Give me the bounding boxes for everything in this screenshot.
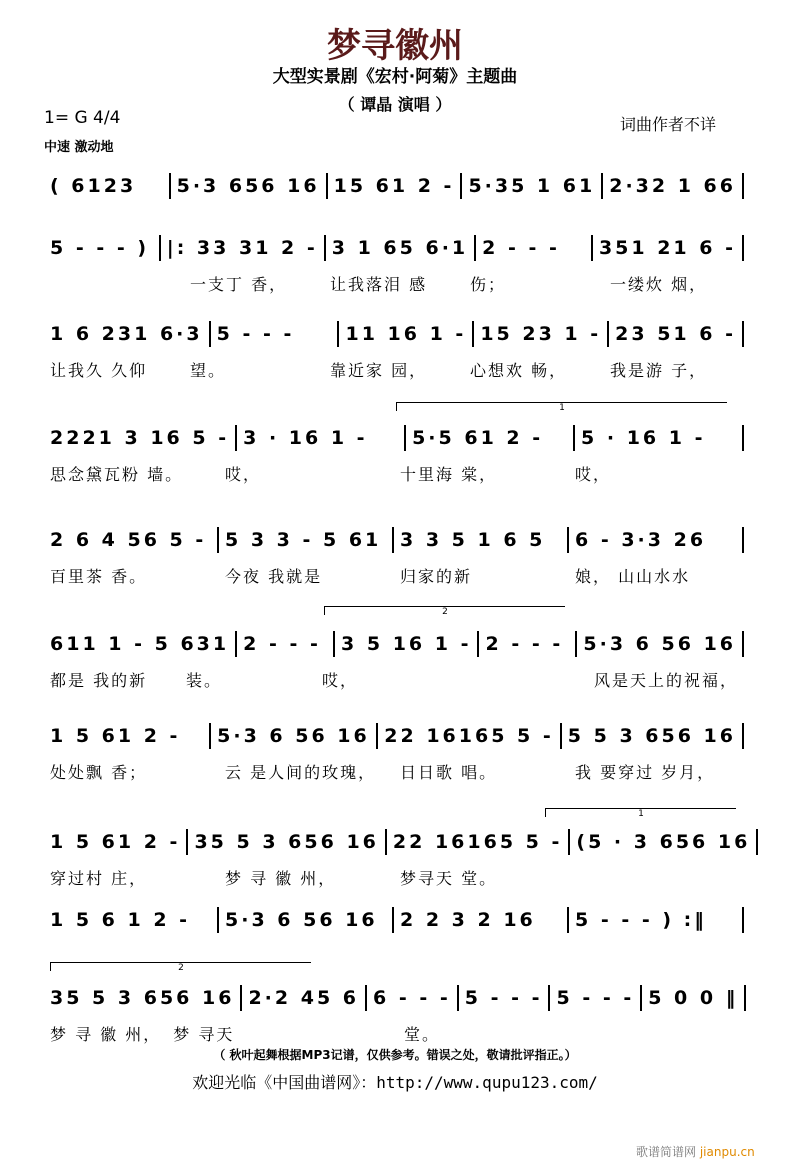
measure: 3 5 16 1 - <box>335 631 479 657</box>
score-line <box>44 234 744 295</box>
measure: 351 21 6 - <box>593 235 744 261</box>
score-line <box>44 320 744 381</box>
lyric-segment: 百里茶 香。 <box>50 567 148 586</box>
watermark <box>636 1143 755 1160</box>
lyric-segment: 让我落泪 感 <box>330 275 428 294</box>
score-line <box>44 424 744 485</box>
measure: 1 5 6 1 2 - <box>44 907 219 933</box>
lyric-segment: 都是 我的新 <box>50 671 148 690</box>
lyric-segment: 梦 寻天 <box>173 1025 235 1044</box>
lyric-segment: 梦寻天 堂。 <box>400 869 498 888</box>
measure: 1 6 231 6·3 <box>44 321 211 347</box>
measure: 2 - - - <box>237 631 335 657</box>
lyrics-row <box>44 866 744 889</box>
measure: 6 - - - <box>367 985 459 1011</box>
volta-2-ending <box>50 962 311 971</box>
measure: 22 16165 5 - <box>387 829 571 855</box>
measure: 15 23 1 - <box>474 321 609 347</box>
notes-row <box>44 424 744 452</box>
measure: 5 · 16 1 - <box>575 425 744 451</box>
transcription-note: （ 秋叶起舞根据MP3记谱，仅供参考。错误之处，敬请批评指正。） <box>213 1048 577 1062</box>
measure: 5 0 0 ‖ <box>642 985 746 1011</box>
score-line <box>44 984 744 1045</box>
measure: 2 2 3 2 16 <box>394 907 569 933</box>
lyric-segment: 伤； <box>470 275 507 294</box>
measure: 5 - - - ) <box>44 235 161 261</box>
lyric-segment: 日日歌 唱。 <box>400 763 498 782</box>
measure: 5 - - - <box>550 985 642 1011</box>
measure: 611 1 - 5 631 <box>44 631 237 657</box>
lyric-segment: 我是游 子， <box>610 361 708 380</box>
lyric-segment: 娘， 山山水水 <box>575 567 691 586</box>
lyric-segment: 一支丁 香， <box>190 275 288 294</box>
lyric-segment: 望。 <box>190 361 227 380</box>
volta-2 <box>324 606 565 615</box>
notes-row <box>44 722 744 750</box>
measure: 5 - - - <box>459 985 551 1011</box>
score-line <box>44 906 744 944</box>
lyric-segment: 梦 寻 徽 州， <box>225 869 337 888</box>
lyric-segment <box>513 1022 628 1045</box>
score-line <box>44 526 744 587</box>
measure: 3 1 65 6·1 <box>326 235 476 261</box>
score-line <box>44 630 744 691</box>
measure: 5·35 1 61 <box>462 173 603 199</box>
measure: 2 - - - <box>479 631 577 657</box>
lyrics-row <box>44 462 744 485</box>
notes-row <box>44 984 744 1012</box>
song-title: 梦寻徽州 <box>327 26 463 66</box>
author-credit: 词曲作者不详 <box>620 115 717 134</box>
lyric-segment: 让我久 久仰 <box>50 361 148 380</box>
lyric-segment: 哎， <box>322 671 359 690</box>
measure: 5·3 6 56 16 <box>211 723 378 749</box>
lyric-segment <box>452 668 588 691</box>
measure: 22 16165 5 - <box>378 723 562 749</box>
volta-1-label: 1 <box>559 403 565 413</box>
notes-row <box>44 828 751 856</box>
measure: 5·3 6 56 16 <box>219 907 394 933</box>
lyrics-row <box>44 1022 744 1045</box>
notes-row <box>44 906 744 934</box>
lyrics-row <box>44 272 744 295</box>
score-line <box>44 828 751 889</box>
lyric-segment: 装。 <box>186 671 223 690</box>
lyric-segment: 归家的新 <box>400 567 473 586</box>
measure: 1 5 61 2 - <box>44 829 188 855</box>
measure: 15 61 2 - <box>328 173 463 199</box>
lyric-segment: 堂。 <box>403 1025 440 1044</box>
lyric-segment <box>629 1022 744 1045</box>
lyric-segment: 我 要穿过 岁月， <box>575 763 716 782</box>
notes-row <box>44 320 744 348</box>
lyric-segment: 十里海 棠， <box>400 465 498 484</box>
notes-row <box>44 234 744 262</box>
lyric-segment: 靠近家 园， <box>330 361 428 380</box>
lyric-segment: 哎， <box>575 465 612 484</box>
lyrics-row <box>44 358 744 381</box>
lyrics-row <box>44 564 744 587</box>
measure: 2 6 4 56 5 - <box>44 527 219 553</box>
measure: 3 · 16 1 - <box>237 425 406 451</box>
measure: 6 - 3·3 26 <box>569 527 744 553</box>
measure: 5·3 6 56 16 <box>577 631 744 657</box>
measure: 2 - - - <box>476 235 593 261</box>
lyric-segment: 思念黛瓦粉 墙。 <box>50 465 184 484</box>
singer-credit: （ 谭晶 演唱 ） <box>338 95 452 114</box>
volta-2-ending-label: 2 <box>178 963 184 973</box>
lyric-segment: 云 是人间的玫瑰， <box>225 763 377 782</box>
lyric-segment: 穿过村 庄， <box>50 869 148 888</box>
lyric-segment <box>283 1022 398 1045</box>
lyrics-row <box>44 760 744 783</box>
watermark-en: jianpu.cn <box>699 1145 755 1159</box>
song-subtitle: 大型实景剧《宏村·阿菊》主题曲 <box>272 67 518 87</box>
measure: 5 - - - <box>211 321 340 347</box>
score-line <box>44 722 744 783</box>
tempo-marking: 中速 激动地 <box>44 140 114 155</box>
measure: 5 5 3 656 16 <box>562 723 744 749</box>
volta-2-label: 2 <box>442 607 448 617</box>
lyrics-row <box>44 668 744 691</box>
watermark-cn: 歌谱简谱网 <box>636 1145 697 1159</box>
measure: 23 51 6 - <box>609 321 744 347</box>
lyric-segment: 一缕炊 烟， <box>610 275 708 294</box>
lyric-segment: 处处飘 香； <box>50 763 148 782</box>
lyric-segment: 风是天上的祝福， <box>594 671 739 690</box>
volta-1 <box>396 402 727 411</box>
measure: |: 33 31 2 - <box>161 235 326 261</box>
notes-row <box>44 526 744 554</box>
measure: (5 · 3 656 16 <box>570 829 758 855</box>
volta-1-repeat-label: 1 <box>638 809 644 819</box>
lyric-segment <box>44 272 184 295</box>
lyric-segment: 梦 寻 徽 州， <box>50 1025 162 1044</box>
measure: 3 3 5 1 6 5 <box>394 527 569 553</box>
score-line <box>44 172 744 210</box>
lyric-segment: 心想欢 畅， <box>470 361 568 380</box>
measure: 1 5 61 2 - <box>44 723 211 749</box>
measure: 2·32 1 66 <box>603 173 744 199</box>
notes-row <box>44 630 744 658</box>
notes-row <box>44 172 744 200</box>
measure: 11 16 1 - <box>339 321 474 347</box>
site-link[interactable]: 欢迎光临《中国曲谱网》：http://www.qupu123.com/ <box>192 1073 598 1092</box>
measure: 5·3 656 16 <box>171 173 328 199</box>
key-signature: 1= G 4/4 <box>44 108 121 128</box>
measure: 35 5 3 656 16 <box>188 829 386 855</box>
measure: 35 5 3 656 16 <box>44 985 242 1011</box>
measure: ( 6123 <box>44 173 171 199</box>
measure: 2221 3 16 5 - <box>44 425 237 451</box>
volta-1-repeat <box>545 808 736 817</box>
measure: 5 - - - ) :‖ <box>569 907 744 933</box>
measure: 2·2 45 6 <box>242 985 367 1011</box>
measure: 5 3 3 - 5 61 <box>219 527 394 553</box>
lyric-segment: 今夜 我就是 <box>225 567 323 586</box>
lyric-segment <box>569 866 744 889</box>
lyric-segment: 哎， <box>225 465 262 484</box>
measure: 5·5 61 2 - <box>406 425 575 451</box>
